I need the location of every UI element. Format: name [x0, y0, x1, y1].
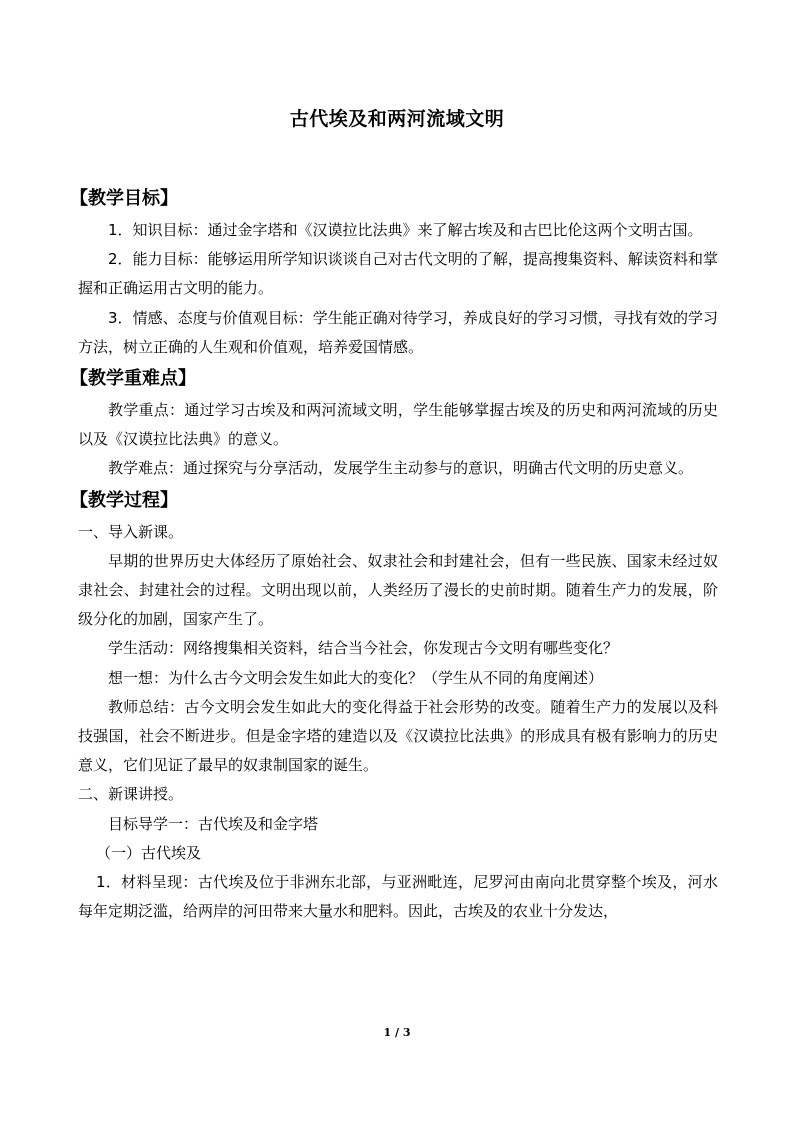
section-heading-goals: 【教学目标】 [70, 188, 178, 209]
section-heading-key-points: 【教学重难点】 [70, 368, 196, 390]
goal-item-1: 1．知识目标：通过金字塔和《汉谟拉比法典》来了解古埃及和古巴比伦这两个文明古国。 [108, 221, 703, 239]
process-part2-goal: 目标导学一：古代埃及和金字塔 [108, 814, 319, 833]
key-point-difficulty: 教学难点：通过探究与分享活动，发展学生主动参与的意识，明确古代文明的历史意义。 [108, 459, 694, 478]
process-part2-para: 1．材料呈现：古代埃及位于非洲东北部，与亚洲毗连，尼罗河由南向北贯穿整个埃及，河水每年定期泛滥，给两岸的河田带来大量水和肥料。因此，古埃及的农业十分发达， [78, 873, 718, 921]
goal-item-3: 3．情感、态度与价值观目标：学生能正确对待学习，养成良好的学习习惯，寻找有效的学习方法，树立正确的人生观和价值观，培养爱国情感。 [78, 308, 718, 356]
page-number: 1 / 3 [383, 1026, 411, 1039]
section-heading-process: 【教学过程】 [70, 489, 178, 511]
goal-item-2: 2．能力目标：能够运用所学知识谈谈自己对古代文明的了解，提高搜集资料、解读资料和掌握和正确运用古文明的能力。 [78, 250, 718, 298]
process-part1-para-2: 学生活动：网络搜集相关资料，结合当今社会，你发现古今文明有哪些变化？ [108, 639, 619, 658]
process-part2-subtitle: （一）古代埃及 [96, 843, 202, 862]
process-part1-title: 一、导入新课。 [78, 522, 184, 541]
process-part1-para-4: 教师总结：古今文明会发生如此大的变化得益于社会形势的改变。随着生产力的发展以及科技强国，社会不断进步。但是金字塔的建造以及《汉谟拉比法典》的形成具有极有影响力的历史意义，它们见证了最早的奴隶制国家的诞生。 [78, 697, 718, 775]
key-point-focus: 教学重点：通过学习古埃及和两河流域文明，学生能够掌握古埃及的历史和两河流域的历史以及《汉谟拉比法典》的意义。 [78, 401, 718, 449]
process-part1-para-3: 想一想：为什么古今文明会发生如此大的变化？（学生从不同的角度阐述） [108, 668, 604, 687]
document-body [70, 182, 718, 926]
process-part2-title: 二、新课讲授。 [78, 785, 184, 804]
process-part1-para-1: 早期的世界历史大体经历了原始社会、奴隶社会和封建社会，但有一些民族、国家未经过奴隶社会、封建社会的过程。文明出现以前，人类经历了漫长的史前时期。随着生产力的发展，阶级分化的加剧，国家产生了。 [78, 551, 718, 629]
document-title: 古代埃及和两河流域文明 [289, 108, 505, 130]
